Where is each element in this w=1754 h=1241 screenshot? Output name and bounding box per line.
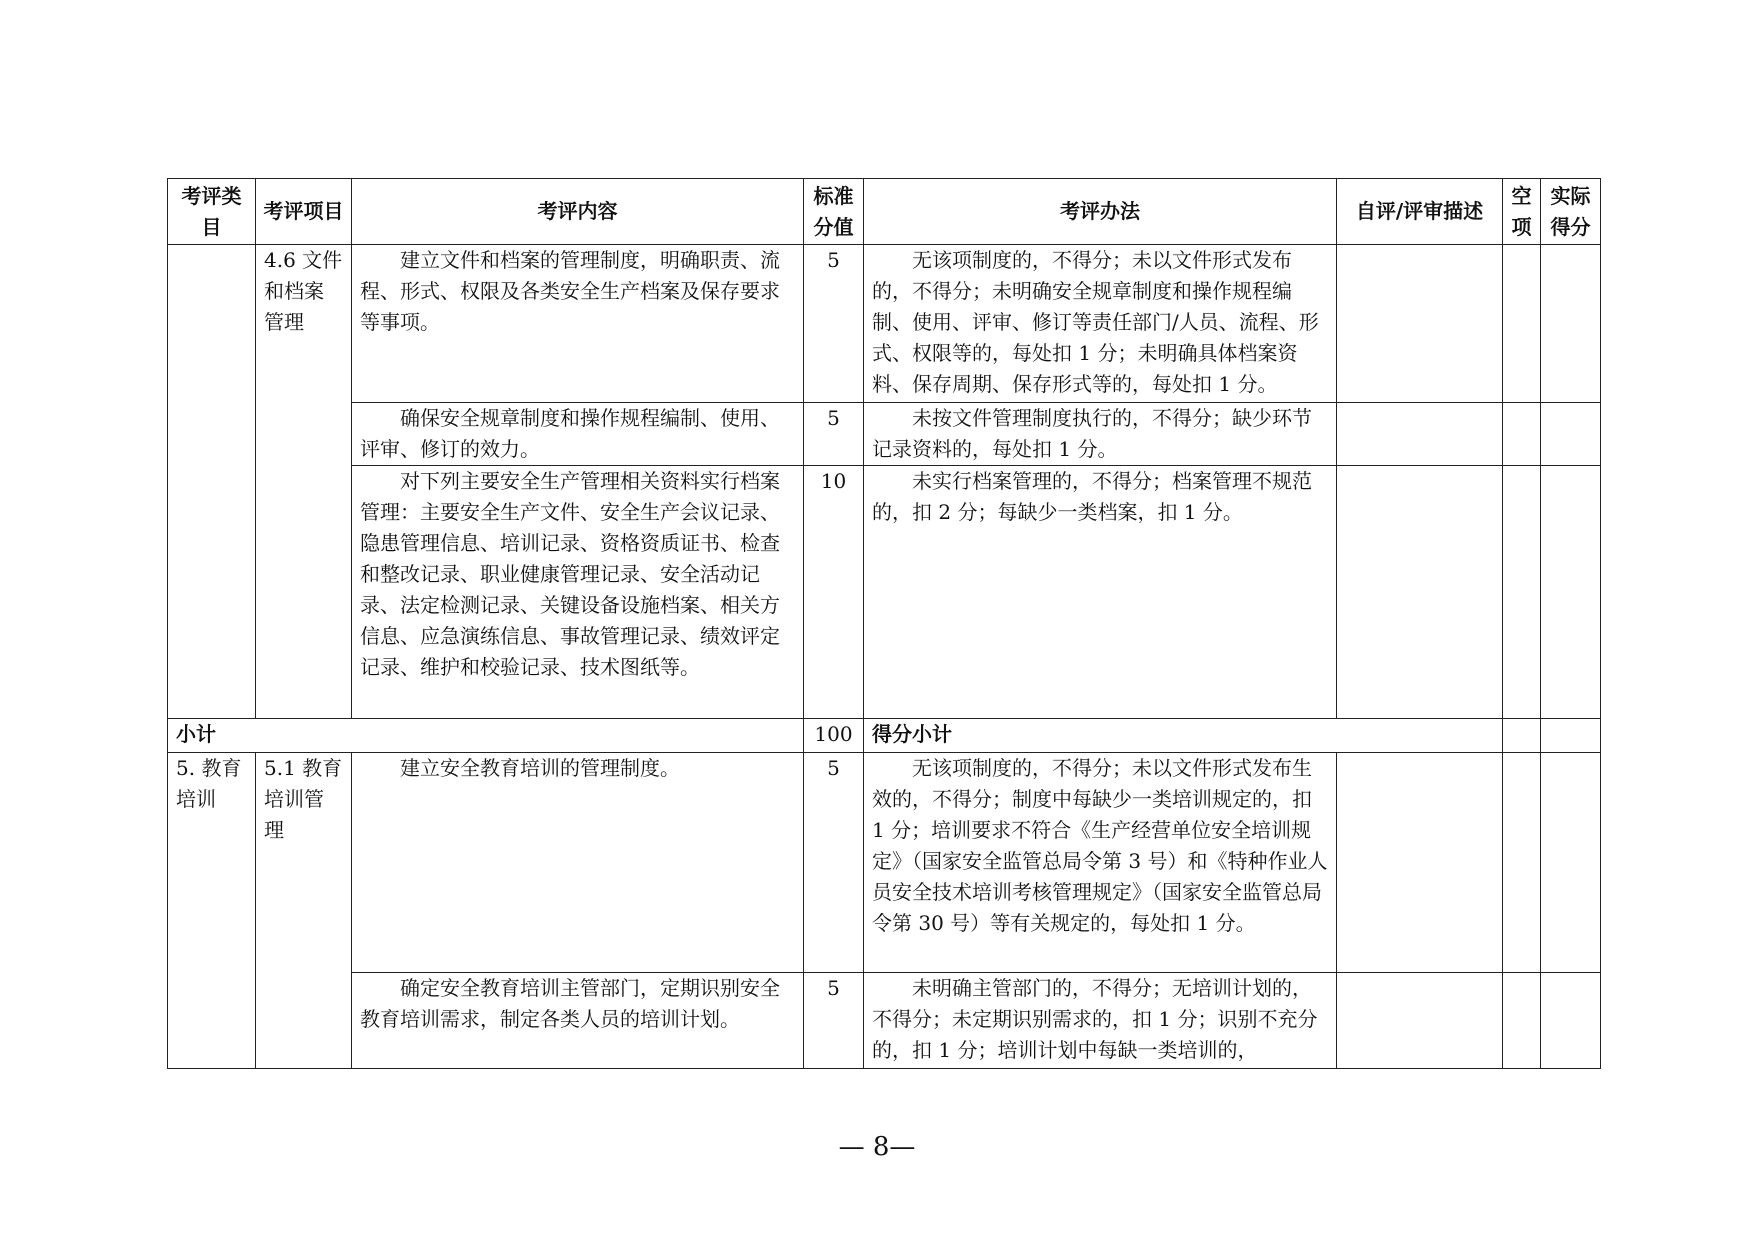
subtotal-label: 小计 [168,719,804,753]
blank-cell [1503,753,1541,973]
blank-cell [1503,973,1541,1069]
score-cell: 5 [804,753,864,973]
score-cell: 5 [804,973,864,1069]
subtotal-row [168,719,1601,753]
method-cell: 未实行档案管理的，不得分；档案管理不规范的，扣 2 分；每缺少一类档案，扣 1 分。 [864,466,1337,719]
content-cell: 建立文件和档案的管理制度，明确职责、流程、形式、权限及各类安全生产档案及保存要求等事项。 [352,245,804,403]
subtotal-text: 得分小计 [864,719,1503,753]
desc-cell [1337,403,1503,466]
category-cell-empty [168,245,256,719]
content-cell: 确定安全教育培训主管部门，定期识别安全教育培训需求，制定各类人员的培训计划。 [352,973,804,1069]
blank-cell [1503,245,1541,403]
table-row [168,753,1601,973]
evaluation-table [167,178,1601,1069]
category-cell: 5. 教育培训 [168,753,256,1069]
actual-cell [1541,719,1601,753]
header-category: 考评类目 [168,179,256,245]
desc-cell [1337,466,1503,719]
header-content: 考评内容 [352,179,804,245]
blank-cell [1503,719,1541,753]
page-number: — 8— [838,1132,916,1162]
table-row [168,973,1601,1069]
actual-cell [1541,245,1601,403]
blank-cell [1503,466,1541,719]
score-cell: 5 [804,403,864,466]
content-cell: 确保安全规章制度和操作规程编制、使用、评审、修订的效力。 [352,403,804,466]
header-desc: 自评/评审描述 [1337,179,1503,245]
header-actual: 实际得分 [1541,179,1601,245]
item-cell: 4.6 文件和档案管理 [256,245,352,719]
blank-cell [1503,403,1541,466]
header-score: 标准分值 [804,179,864,245]
actual-cell [1541,403,1601,466]
subtotal-score: 100 [804,719,864,753]
table-row [168,466,1601,719]
actual-cell [1541,973,1601,1069]
header-method: 考评办法 [864,179,1337,245]
item-cell: 5.1 教育培训管理 [256,753,352,1069]
actual-cell [1541,466,1601,719]
method-cell: 无该项制度的，不得分；未以文件形式发布生效的，不得分；制度中每缺少一类培训规定的，扣 1 分；培训要求不符合《生产经营单位安全培训规定》（国家安全监管总局令第 3 号）和《特种作业人员安全技术培训考核管理规定》（国家安全监管总局令第 30 号）等有关规定的，每处扣 1 分。 [864,753,1337,973]
score-cell: 10 [804,466,864,719]
desc-cell [1337,973,1503,1069]
content-cell: 建立安全教育培训的管理制度。 [352,753,804,973]
header-item: 考评项目 [256,179,352,245]
actual-cell [1541,753,1601,973]
method-cell: 无该项制度的，不得分；未以文件形式发布的，不得分；未明确安全规章制度和操作规程编制、使用、评审、修订等责任部门/人员、流程、形式、权限等的，每处扣 1 分；未明确具体档案资料、保存周期、保存形式等的，每处扣 1 分。 [864,245,1337,403]
content-cell: 对下列主要安全生产管理相关资料实行档案管理：主要安全生产文件、安全生产会议记录、隐患管理信息、培训记录、资格资质证书、检查和整改记录、职业健康管理记录、安全活动记录、法定检测记录、关键设备设施档案、相关方信息、应急演练信息、事故管理记录、绩效评定记录、维护和校验记录、技术图纸等。 [352,466,804,719]
header-row [168,179,1601,245]
table-row [168,403,1601,466]
desc-cell [1337,753,1503,973]
method-cell: 未明确主管部门的，不得分；无培训计划的，不得分；未定期识别需求的，扣 1 分；识别不充分的，扣 1 分；培训计划中每缺一类培训的， [864,973,1337,1069]
score-cell: 5 [804,245,864,403]
method-cell: 未按文件管理制度执行的，不得分；缺少环节记录资料的，每处扣 1 分。 [864,403,1337,466]
header-blank: 空项 [1503,179,1541,245]
desc-cell [1337,245,1503,403]
table-row [168,245,1601,403]
